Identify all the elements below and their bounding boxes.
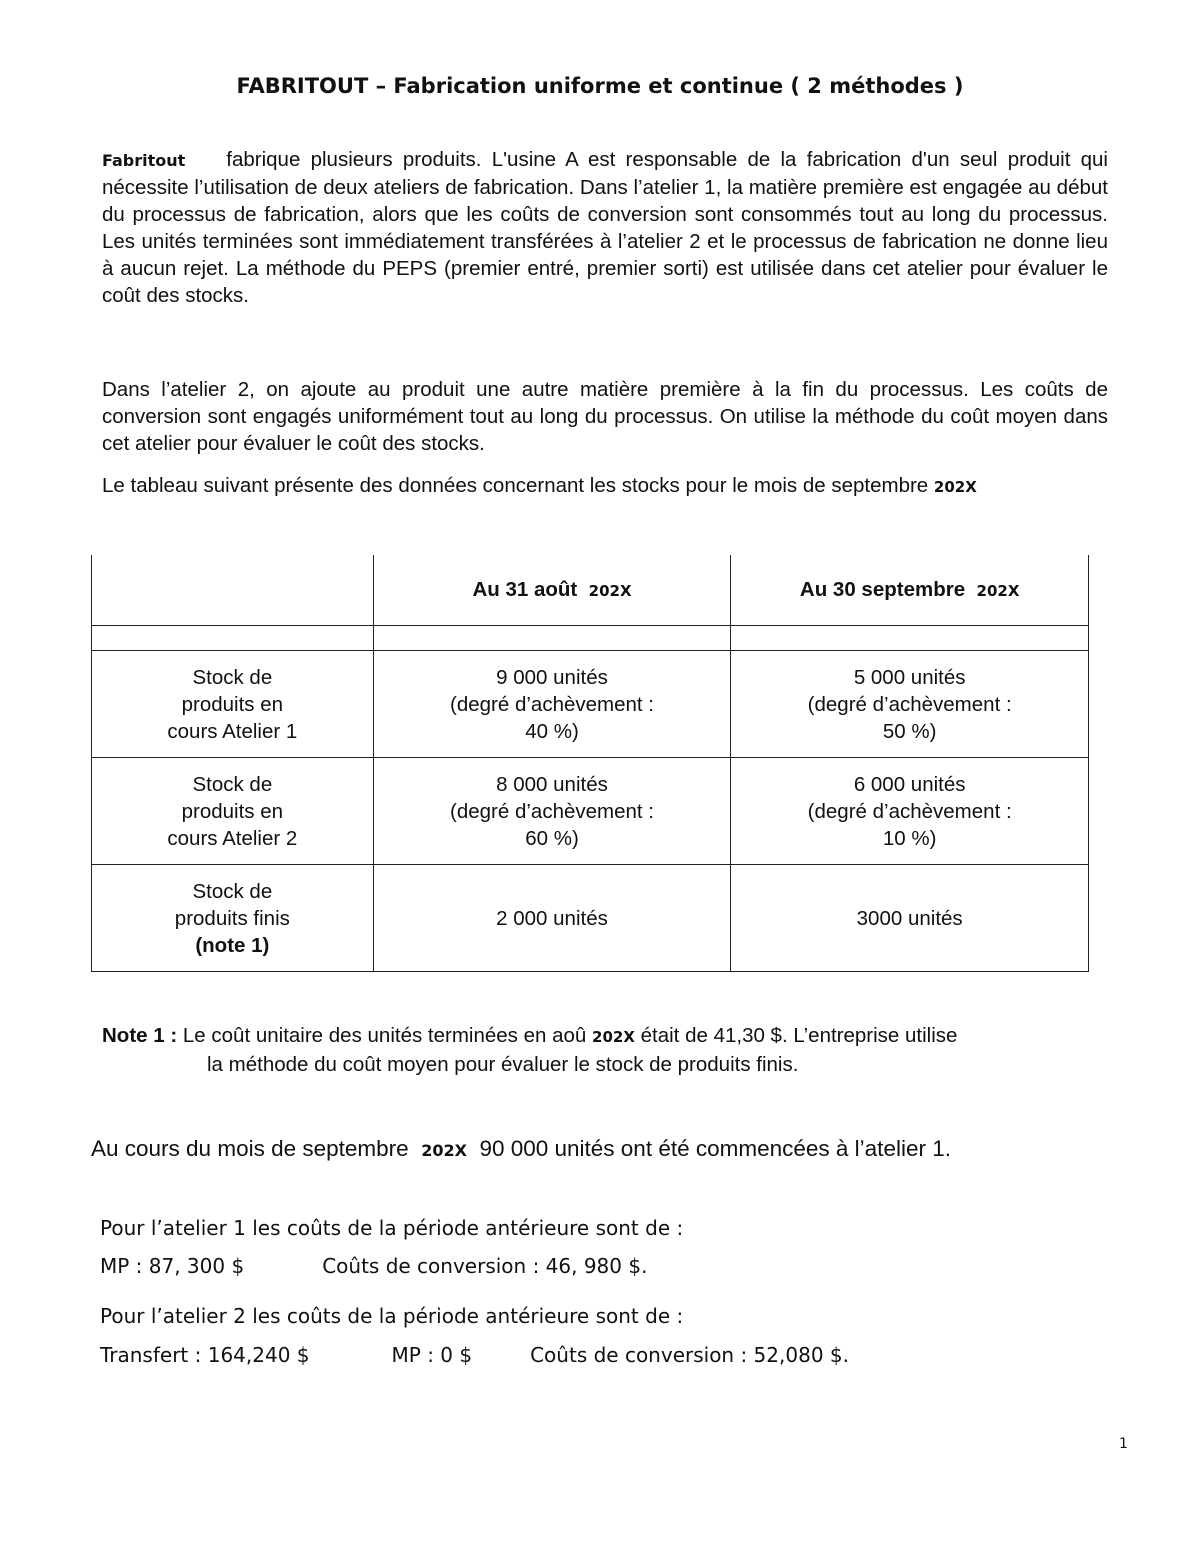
cell-aug: 8 000 unités (degré d’achèvement : 60 %) xyxy=(373,758,731,865)
atelier2-costs-values: Transfert : 164,240 $ MP : 0 $ Coûts de conversion : 52,080 $. xyxy=(100,1343,849,1367)
note-label: Note 1 : xyxy=(102,1024,178,1047)
row-label: Stock de produits en cours Atelier 1 xyxy=(92,651,374,758)
intro-text: fabrique plusieurs produits. L'usine A est responsable de la fabrication d'un seul produit qui nécessite l’utilisation de deux ateliers de fabrication. Dans l’atelier 1, la matière première est engagée au début du processus de fabrication, alors que les coûts de conversion sont consommés tout au long du processus. Les unités terminées sont immédiatement transférées à l’atelier 2 et le processus de fabrication ne donne lieu à aucun rejet. La méthode du PEPS (premier entré, premier sorti) est utilisée dans cet atelier pour évaluer le coût des stocks. xyxy=(102,148,1108,307)
stock-table xyxy=(91,555,1089,972)
row-label: Stock de produits finis (note 1) xyxy=(92,865,374,972)
page-title: FABRITOUT – Fabrication uniforme et continue ( 2 méthodes ) xyxy=(236,74,964,98)
atelier2-paragraph: Dans l’atelier 2, on ajoute au produit une autre matière première à la fin du processus. Les coûts de conversion sont engagés uniformément tout au long du processus. On utilise la méthode du coût moyen dans cet atelier pour évaluer le coût des stocks. xyxy=(102,378,1108,455)
table-row xyxy=(92,758,1089,865)
cell-aug: 2 000 unités xyxy=(373,865,731,972)
cell-sep: 3000 unités xyxy=(731,865,1089,972)
table-intro-text: Le tableau suivant présente des données concernant les stocks pour le mois de septembre xyxy=(102,474,929,497)
header-sep: Au 30 septembre 202X xyxy=(731,555,1089,626)
header-aug: Au 31 août 202X xyxy=(373,555,731,626)
atelier1-costs-heading: Pour l’atelier 1 les coûts de la période antérieure sont de : xyxy=(100,1216,684,1240)
page-number: 1 xyxy=(1119,1436,1128,1452)
header-empty-cell xyxy=(92,555,374,626)
table-header-row xyxy=(92,555,1089,626)
company-name: Fabritout xyxy=(102,151,186,170)
table-spacer-row xyxy=(92,626,1089,651)
cell-sep: 6 000 unités (degré d’achèvement : 10 %) xyxy=(731,758,1089,865)
note-year: 202X xyxy=(592,1028,635,1046)
table-row xyxy=(92,651,1089,758)
row-label: Stock de produits en cours Atelier 2 xyxy=(92,758,374,865)
cell-aug: 9 000 unités (degré d’achèvement : 40 %) xyxy=(373,651,731,758)
table-row xyxy=(92,865,1089,972)
cell-sep: 5 000 unités (degré d’achèvement : 50 %) xyxy=(731,651,1089,758)
production-sentence: Au cours du mois de septembre 202X 90 000 unités ont été commencées à l’atelier 1. xyxy=(91,1136,951,1161)
note-1: Note 1 : Le coût unitaire des unités terminées en aoû 202X était de 41,30 $. L’entreprise utilise la méthode du coût moyen pour évaluer le stock de produits finis. xyxy=(102,1024,958,1076)
intro-paragraph xyxy=(102,146,1108,309)
table-intro-year: 202X xyxy=(933,478,977,496)
atelier1-costs-values: MP : 87, 300 $ Coûts de conversion : 46, 980 $. xyxy=(100,1254,648,1278)
atelier2-costs-heading: Pour l’atelier 2 les coûts de la période antérieure sont de : xyxy=(100,1304,684,1328)
table-intro xyxy=(102,472,1108,501)
